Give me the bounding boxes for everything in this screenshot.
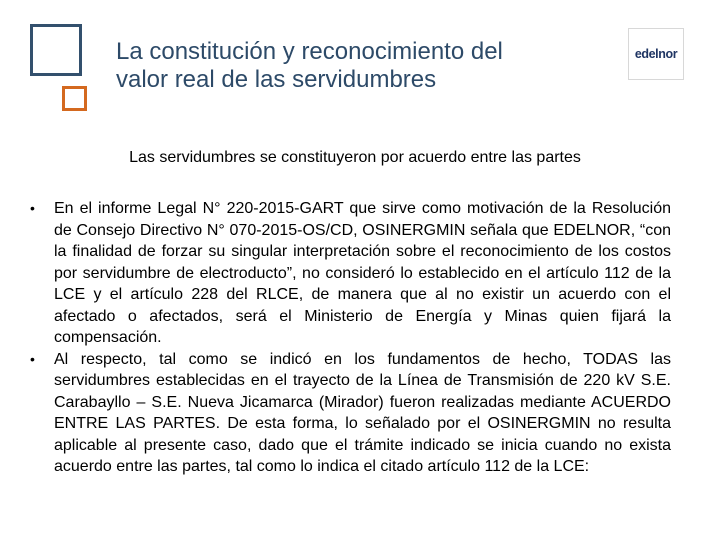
slide-title-line-1: La constitución y reconocimiento del [116,38,503,65]
decorative-square-large [30,24,82,76]
slide-title [116,38,606,94]
bullet-text: En el informe Legal N° 220-2015-GART que sirve como motivación de la Resolución de Consejo Directivo N° 070-2015-OS/CD, OSINERGMIN señala que EDELNOR, “con la finalidad de forzar su singular interpretación sobre el reconocimiento de los costos por servidumbre de electroducto”, no consideró lo establecido en el artículo 112 de la LCE y el artículo 228 del RLCE, de manera que al no existir un acuerdo con el afectado o afectados, será el Ministerio de Energía y Minas quien fijará la compensación. [54,200,671,346]
logo-text: edelnor [634,47,678,61]
bullet-list [30,198,671,478]
bullet-item-2 [30,349,671,478]
bullet-marker: • [30,350,35,367]
slide-title-line-2: valor real de las servidumbres [116,66,437,93]
bullet-item-1 [30,198,671,349]
edelnor-logo [628,28,684,80]
bullet-text: Al respecto, tal como se indicó en los fundamentos de hecho, TODAS las servidumbres establecidas en el trayecto de la Línea de Transmisión de 220 kV S.E. Carabayllo – S.E. Nueva Jicamarca (Mirador) fueron realizadas mediante ACUERDO ENTRE LAS PARTES. De esta forma, lo señalado por el OSINERGMIN no resulta aplicable al presente caso, dado que el trámite indicado se inicia cuando no exista acuerdo entre las partes, tal como lo indica el citado artículo 112 de la LCE: [54,350,671,475]
bullet-marker: • [30,200,35,216]
decorative-square-small [62,86,87,111]
slide-subtitle: Las servidumbres se constituyeron por acuerdo entre las partes [129,149,581,166]
